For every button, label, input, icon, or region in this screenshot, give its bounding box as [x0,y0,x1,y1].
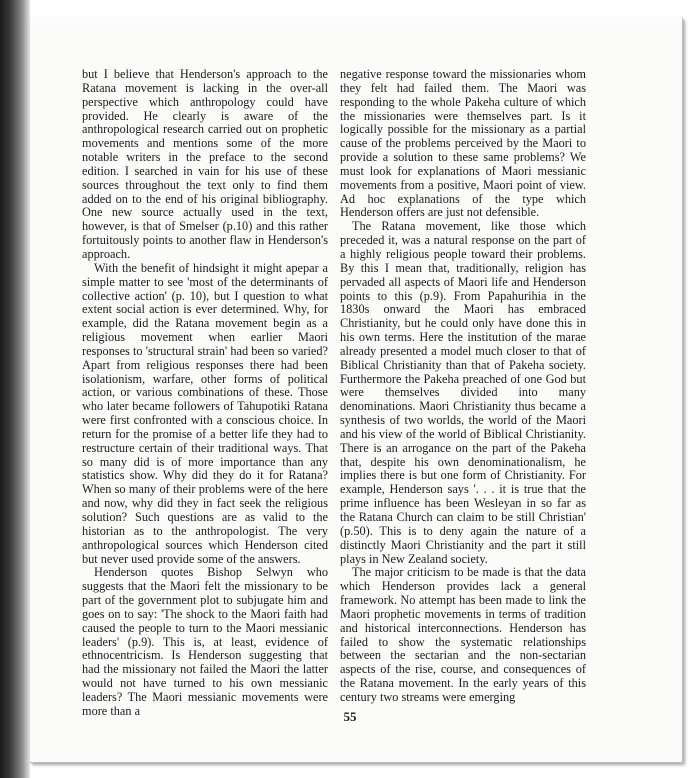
page-number: 55 [343,709,357,724]
right-column [340,68,586,705]
paragraph: negative response toward the missionaries whom they felt had failed them. The Maori was responding to the whole Pakeha culture of which the missionaries were themselves part. Is it logically possible for the missionary as a partial cause of the problems perceived by the Maori to provide a solution to these same problems? We must look for explanations of Maori messianic movements from a positive, Maori point of view. Ad hoc explanations of the type which Henderson offers are just not defensible. [340,67,586,220]
paragraph: but I believe that Henderson's approach to the Ratana movement is lacking in the over-all perspective which anthropology could have provided. He clearly is aware of the anthropological research carried out on prophetic movements and mentions some of the more notable writers in the preface to the second edition. I searched in vain for his use of these sources throughout the text only to find them added on to the end of his original bibliography. One new source actually used in the text, however, is that of Smelser (p.10) and this rather fortuitously points to another flaw in Henderson's approach. [82,67,328,261]
paragraph: The major criticism to be made is that the data which Henderson provides lack a general framework. No attempt has been made to link the Maori prophetic movements in terms of tradition and historical interconnections. Henderson has failed to show the systematic relationships between the sectarian and the non-sectarian aspects of the rise, course, and consequences of the Ratana movement. In the early years of this century two streams were emerging [340,565,586,704]
paragraph: The Ratana movement, like those which preceded it, was a natural response on the part of a highly religious people toward their problems. By this I mean that, traditionally, religion has pervaded all aspects of Maori life and Henderson points to this (p.9). From Papahurihia in the 1830s onward the Maori has embraced Christianity, but he could only have done this in his own terms. Here the institution of the marae already presented a model much closer to that of Biblical Christianity than that of Pakeha society. Furthermore the Pakeha preached of one God but were themselves divided into many denominations. Maori Christianity thus became a synthesis of two worlds, the world of the Maori and his view of the world of Biblical Christianity. There is an arrogance on the part of the Pakeha that, despite his own denominationalism, he implies there is but one form of Christianity. For example, Henderson says '. . . it is true that the prime influence has been Wesleyan in so far as the Ratana Church can claim to be still Christian' (p.50). This is to deny again the nature of a distinctly Maori Christianity and the part it still plays in New Zealand society. [340,219,586,566]
left-column [82,68,328,719]
paragraph: Henderson quotes Bishop Selwyn who suggests that the Maori felt the missionary to be part of the government plot to subjugate him and goes on to say: 'The shock to the Maori faith had caused the people to turn to the Maori messianic leaders' (p.9). This is, at least, evidence of ethnocentricism. Is Henderson suggesting that had the missionary not failed the Maori the latter would not have turned to his own messianic leaders? The Maori messianic movements were more than a [82,565,328,718]
book-gutter [0,0,30,778]
paragraph: With the benefit of hindsight it might apepar a simple matter to see 'most of the determinants of collective action' (p. 10), but I question to what extent social action is ever determined. Why, for example, did the Ratana movement begin as a religious movement when earlier Maori responses to 'structural strain' had been so varied? Apart from religious responses there had been isolationism, warfare, other forms of political action, or various combinations of these. Those who later became followers of Tahupotiki Ratana were first confronted with a conscious choice. In return for the promise of a better life they had to restructure certain of their traditional ways. That so many did is of more importance than any statistics show. Why did they do it for Ratana? When so many of their problems were of the here and now, why did they in fact seek the religious solution? Such questions are as valid to the historian as to the anthropologist. The very anthropological sources which Henderson cited but never used provide some of the answers. [82,260,328,566]
